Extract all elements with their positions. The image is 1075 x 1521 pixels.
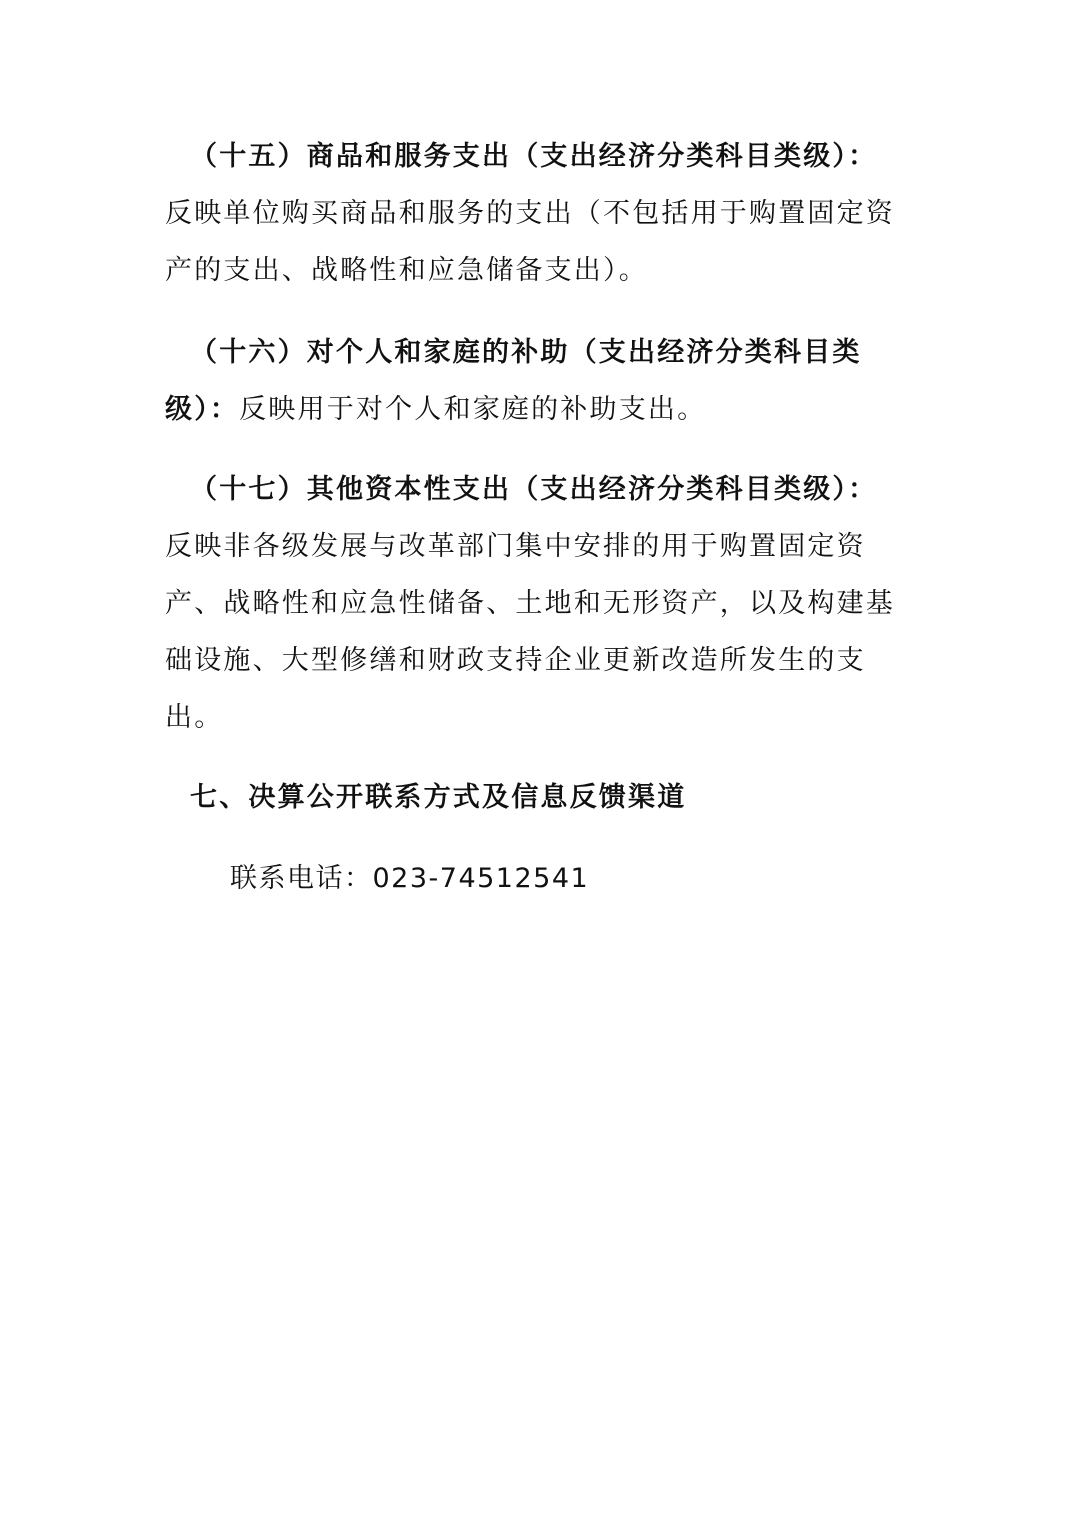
section-heading-16-cont: 级）： bbox=[165, 394, 240, 425]
section-body-17-line-1: 反映非各级发展与改革部门集中安排的用于购置固定资 bbox=[165, 531, 866, 562]
section-body-16: 反映用于对个人和家庭的补助支出。 bbox=[239, 394, 707, 425]
section-heading-17: （十七）其他资本性支出（支出经济分类科目类级）： bbox=[190, 474, 878, 505]
contact-phone: 023-74512541 bbox=[372, 863, 590, 894]
section-heading-15: （十五）商品和服务支出（支出经济分类科目类级）： bbox=[190, 141, 878, 172]
contact-label: 联系电话： bbox=[230, 863, 373, 894]
section-body-15-line-1: 反映单位购买商品和服务的支出（不包括用于购置固定资 bbox=[165, 198, 895, 229]
section-heading-16: （十六）对个人和家庭的补助（支出经济分类科目类 bbox=[190, 337, 862, 368]
chapter-title: 七、决算公开联系方式及信息反馈渠道 bbox=[190, 782, 687, 813]
section-body-17-line-2: 产、战略性和应急性储备、土地和无形资产，以及构建基 bbox=[165, 588, 895, 619]
section-body-15-line-2: 产的支出、战略性和应急储备支出）。 bbox=[165, 255, 648, 286]
contact-line bbox=[230, 861, 589, 897]
section-16-line-2 bbox=[165, 392, 706, 428]
section-body-17-line-4: 出。 bbox=[165, 702, 224, 733]
section-body-17-line-3: 础设施、大型修缮和财政支持企业更新改造所发生的支 bbox=[165, 645, 866, 676]
